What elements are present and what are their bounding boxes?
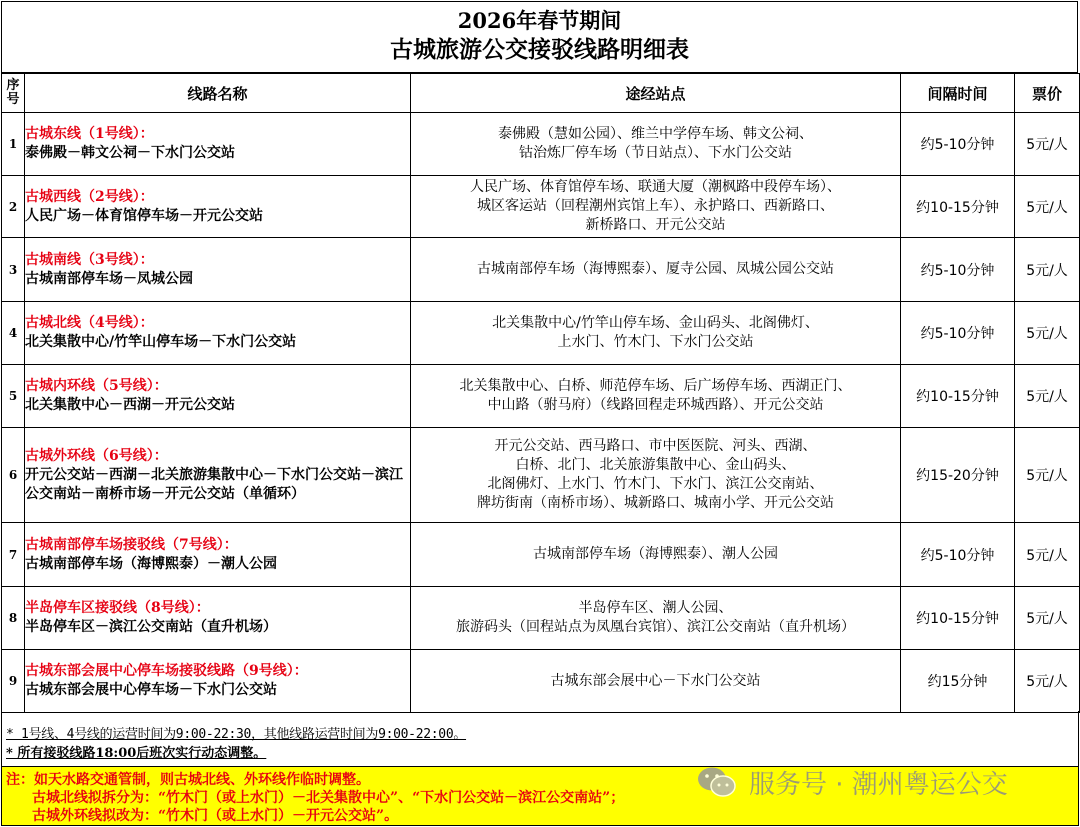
title-block bbox=[1, 1, 1078, 73]
watermark bbox=[697, 762, 1008, 802]
notice-line-1: 注：如天水路交通管制，则古城北线、外环线作临时调整。 bbox=[6, 772, 370, 788]
route-line-label: 古城北线（4号线）： bbox=[25, 315, 154, 331]
wechat-icon bbox=[697, 765, 737, 799]
stops-line: 新桥路口、开元公交站 bbox=[585, 217, 726, 233]
route-fare: 5元/人 bbox=[1015, 428, 1080, 523]
route-interval: 约5-10分钟 bbox=[901, 523, 1015, 587]
route-name-cell bbox=[25, 365, 411, 428]
route-path: 人民广场－体育馆停车场－开元公交站 bbox=[25, 207, 263, 224]
route-fare: 5元/人 bbox=[1015, 523, 1080, 587]
table-row bbox=[2, 238, 1080, 302]
stops-line: 古城南部停车场（海博熙泰）、厦寺公园、凤城公园公交站 bbox=[477, 261, 834, 277]
stops-line: 旅游码头（回程站点为凤凰台宾馆）、滨江公交南站（直升机场） bbox=[456, 619, 855, 635]
route-stops bbox=[411, 428, 901, 523]
route-interval: 约15-20分钟 bbox=[901, 428, 1015, 523]
stops-line: 北关集散中心、白桥、师范停车场、后广场停车场、西湖正门、 bbox=[459, 378, 852, 394]
route-line-label: 古城南部停车场接驳线（7号线）： bbox=[25, 536, 238, 553]
route-seq: 2 bbox=[2, 176, 25, 238]
table-row bbox=[2, 523, 1080, 587]
route-name-cell bbox=[25, 238, 411, 302]
stops-line: 泰佛殿（慧如公园）、维兰中学停车场、韩文公祠、 bbox=[498, 126, 813, 142]
route-table-body bbox=[2, 113, 1080, 713]
route-name-cell bbox=[25, 523, 411, 587]
route-seq: 9 bbox=[2, 650, 25, 713]
route-interval: 约10-15分钟 bbox=[901, 365, 1015, 428]
route-seq: 4 bbox=[2, 302, 25, 365]
stops-line: 北阁佛灯、上水门、竹木门、下水门、滨江公交南站、 bbox=[487, 476, 824, 492]
route-line-label: 古城东部会展中心停车场接驳线路（9号线）： bbox=[25, 663, 308, 679]
route-line-label: 古城内环线（5号线）： bbox=[25, 378, 168, 394]
route-name-cell bbox=[25, 302, 411, 365]
route-path: 古城东部会展中心停车场－下水门公交站 bbox=[25, 682, 277, 698]
stops-line: 古城南部停车场（海博熙泰）、潮人公园 bbox=[533, 546, 778, 562]
route-table bbox=[1, 73, 1080, 713]
title-line-1: 2026年春节期间 bbox=[457, 8, 622, 33]
route-fare: 5元/人 bbox=[1015, 176, 1080, 238]
route-seq: 8 bbox=[2, 587, 25, 650]
stops-line: 人民广场、体育馆停车场、联通大厦（潮枫路中段停车场）、 bbox=[470, 179, 841, 195]
stops-line: 开元公交站、西马路口、市中医医院、河头、西湖、 bbox=[494, 438, 817, 454]
route-stops bbox=[411, 176, 901, 238]
route-fare: 5元/人 bbox=[1015, 650, 1080, 713]
route-name-cell bbox=[25, 113, 411, 176]
route-stops bbox=[411, 113, 901, 176]
route-name-cell bbox=[25, 176, 411, 238]
route-line-label: 古城东线（1号线）： bbox=[25, 126, 154, 142]
route-stops bbox=[411, 302, 901, 365]
route-seq: 1 bbox=[2, 113, 25, 176]
header-seq: 序号 bbox=[2, 74, 25, 113]
route-path: 北关集散中心－西湖－开元公交站 bbox=[25, 397, 235, 413]
route-name-cell bbox=[25, 650, 411, 713]
stops-line: 钴治炼厂停车场（节日站点）、下水门公交站 bbox=[519, 145, 792, 161]
route-interval: 约5-10分钟 bbox=[901, 113, 1015, 176]
route-path: 开元公交站－西湖－北关旅游集散中心－下水门公交站－滨江公交南站－南桥市场－开元公交站（单循环） bbox=[25, 466, 403, 502]
route-name-cell bbox=[25, 428, 411, 523]
route-path: 半岛停车区－滨江公交南站（直升机场） bbox=[25, 619, 277, 635]
stops-line: 上水门、竹木门、下水门公交站 bbox=[557, 334, 754, 350]
header-route-name: 线路名称 bbox=[25, 74, 411, 113]
table-header-row bbox=[2, 74, 1080, 113]
route-line-label: 古城南线（3号线）： bbox=[25, 251, 154, 268]
route-path: 古城南部停车场－凤城公园 bbox=[25, 270, 193, 287]
stops-line: 北关集散中心/竹竿山停车场、金山码头、北阁佛灯、 bbox=[492, 315, 819, 331]
route-fare: 5元/人 bbox=[1015, 238, 1080, 302]
table-row bbox=[2, 587, 1080, 650]
notice-line-2: 古城北线拟拆分为：“竹木门（或上水门）－北关集散中心”、“下水门公交站－滨江公交南站”； bbox=[32, 790, 625, 806]
stops-line: 古城东部会展中心－下水门公交站 bbox=[550, 672, 761, 689]
route-interval: 约10-15分钟 bbox=[901, 176, 1015, 238]
stops-line: 半岛停车区、潮人公园、 bbox=[578, 600, 733, 616]
route-stops bbox=[411, 650, 901, 713]
stops-line: 城区客运站（回程潮州宾馆上车）、永护路口、西新路口、 bbox=[477, 198, 834, 214]
route-stops bbox=[411, 365, 901, 428]
route-interval: 约5-10分钟 bbox=[901, 238, 1015, 302]
header-interval: 间隔时间 bbox=[901, 74, 1015, 113]
route-interval: 约10-15分钟 bbox=[901, 587, 1015, 650]
stops-line: 白桥、北门、北关旅游集散中心、金山码头、 bbox=[515, 457, 796, 473]
route-fare: 5元/人 bbox=[1015, 365, 1080, 428]
route-line-label: 古城外环线（6号线）： bbox=[25, 447, 168, 464]
operating-hours-note: * 1号线、4号线的运营时间为9:00-22:30，其他线路运营时间为9:00-22:00。 bbox=[6, 727, 467, 742]
header-stops: 途经站点 bbox=[411, 74, 901, 113]
title-line-2: 古城旅游公交接驳线路明细表 bbox=[390, 36, 689, 63]
route-line-label: 半岛停车区接驳线（8号线）： bbox=[25, 600, 210, 616]
route-stops bbox=[411, 587, 901, 650]
route-seq: 7 bbox=[2, 523, 25, 587]
dynamic-schedule-note: * 所有接驳线路18:00后班次实行动态调整。 bbox=[6, 746, 267, 761]
route-interval: 约15分钟 bbox=[901, 650, 1015, 713]
header-fare: 票价 bbox=[1015, 74, 1080, 113]
table-row bbox=[2, 365, 1080, 428]
watermark-text: 服务号 · 潮州粤运公交 bbox=[749, 769, 1008, 800]
route-line-label: 古城西线（2号线）： bbox=[25, 188, 154, 205]
table-row bbox=[2, 113, 1080, 176]
route-stops bbox=[411, 523, 901, 587]
route-fare: 5元/人 bbox=[1015, 113, 1080, 176]
route-stops bbox=[411, 238, 901, 302]
notice-line-3: 古城外环线拟改为：“竹木门（或上水门）－开元公交站”。 bbox=[32, 808, 399, 824]
table-row bbox=[2, 302, 1080, 365]
route-path: 北关集散中心/竹竿山停车场－下水门公交站 bbox=[25, 334, 297, 350]
notes-block bbox=[1, 711, 1079, 766]
route-fare: 5元/人 bbox=[1015, 302, 1080, 365]
table-row bbox=[2, 176, 1080, 238]
route-path: 古城南部停车场（海博熙泰）－潮人公园 bbox=[25, 555, 277, 572]
table-row bbox=[2, 650, 1080, 713]
route-name-cell bbox=[25, 587, 411, 650]
stops-line: 中山路（驸马府）（线路回程走环城西路）、开元公交站 bbox=[487, 397, 824, 413]
route-seq: 6 bbox=[2, 428, 25, 523]
stops-line: 牌坊街南（南桥市场）、城新路口、城南小学、开元公交站 bbox=[477, 495, 834, 511]
route-fare: 5元/人 bbox=[1015, 587, 1080, 650]
route-seq: 5 bbox=[2, 365, 25, 428]
route-seq: 3 bbox=[2, 238, 25, 302]
route-interval: 约5-10分钟 bbox=[901, 302, 1015, 365]
table-row bbox=[2, 428, 1080, 523]
route-path: 泰佛殿－韩文公祠－下水门公交站 bbox=[25, 145, 235, 161]
